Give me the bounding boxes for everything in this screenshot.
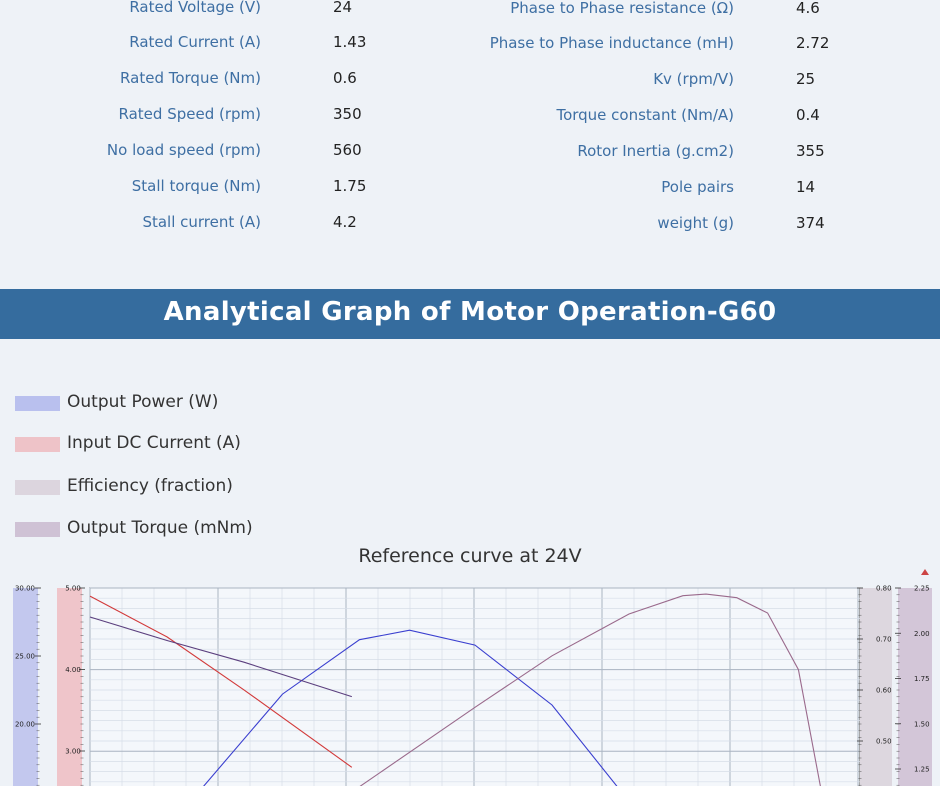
spec-value: 24 — [333, 0, 353, 16]
tick-label: 3.00 — [65, 747, 81, 756]
spec-label: Phase to Phase inductance (mH) — [489, 34, 734, 52]
section-title: Analytical Graph of Motor Operation-G60 — [163, 297, 777, 327]
spec-label: Rated Current (A) — [129, 33, 261, 51]
chart-title: Reference curve at 24V — [358, 545, 582, 567]
spec-value: 350 — [333, 105, 362, 123]
spec-label: Rated Voltage (V) — [129, 0, 261, 16]
tick-label: 1.75 — [914, 675, 930, 683]
spec-value: 25 — [796, 70, 816, 88]
spec-value: 4.6 — [796, 0, 820, 17]
tick-label: 5.00 — [65, 584, 81, 593]
motor-spec-table — [0, 0, 940, 289]
tick-label: 25.00 — [14, 652, 36, 661]
spec-label: Rated Speed (rpm) — [118, 105, 261, 123]
spec-value: 1.75 — [333, 177, 367, 195]
spec-label: Rotor Inertia (g.cm2) — [577, 142, 734, 160]
legend-swatch — [15, 396, 60, 411]
motor-operation-chart — [0, 565, 940, 786]
triangle-up-icon[interactable] — [921, 569, 929, 575]
spec-label: Stall current (A) — [142, 213, 261, 231]
legend-swatch — [15, 480, 60, 495]
legend-label: Output Torque (mNm) — [67, 518, 253, 538]
legend-swatch — [15, 522, 60, 537]
legend-label: Input DC Current (A) — [67, 433, 241, 453]
spec-value: 4.2 — [333, 213, 357, 231]
tick-label: 2.00 — [914, 629, 930, 638]
spec-label: Stall torque (Nm) — [131, 177, 261, 195]
spec-label: No load speed (rpm) — [106, 141, 261, 159]
spec-value: 0.6 — [333, 69, 357, 87]
tick-label: 0.70 — [876, 635, 892, 644]
section-banner — [0, 289, 940, 339]
tick-label: 0.60 — [876, 686, 892, 695]
spec-value: 560 — [333, 141, 362, 159]
legend-swatch — [15, 437, 60, 452]
spec-label: Torque constant (Nm/A) — [556, 106, 734, 124]
tick-label: 2.25 — [914, 584, 930, 593]
spec-value: 2.72 — [796, 34, 830, 52]
spec-label: Phase to Phase resistance (Ω) — [510, 0, 734, 17]
axis-band — [57, 588, 82, 786]
spec-value: 0.4 — [796, 106, 820, 124]
tick-label: 1.25 — [914, 765, 930, 774]
tick-label: 30.00 — [14, 584, 36, 593]
plot-area — [90, 588, 860, 786]
spec-value: 14 — [796, 178, 816, 196]
spec-label: Pole pairs — [661, 178, 734, 196]
spec-label: Rated Torque (Nm) — [120, 69, 261, 87]
axis-band — [898, 588, 932, 786]
tick-label: 20.00 — [14, 720, 36, 729]
tick-label: 1.50 — [914, 720, 930, 729]
spec-value: 355 — [796, 142, 825, 160]
axis-band — [13, 588, 38, 786]
legend-label: Output Power (W) — [67, 392, 219, 412]
spec-label: Kv (rpm/V) — [653, 70, 734, 88]
spec-value: 1.43 — [333, 33, 367, 51]
legend-label: Efficiency (fraction) — [67, 476, 233, 496]
spec-label: weight (g) — [657, 214, 734, 232]
tick-label: 4.00 — [65, 666, 81, 674]
tick-label: 0.80 — [876, 584, 892, 593]
spec-value: 374 — [796, 214, 825, 232]
tick-label: 0.50 — [876, 737, 892, 746]
